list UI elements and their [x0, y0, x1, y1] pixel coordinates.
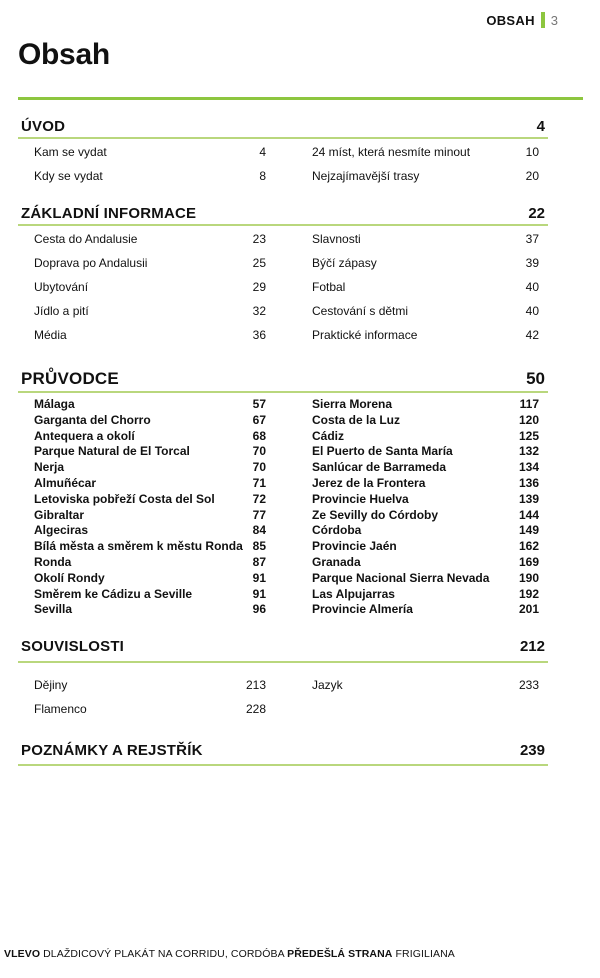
- toc-entry: [312, 140, 539, 164]
- toc-columns: [34, 397, 539, 618]
- toc-entry-label: Las Alpujarras: [312, 586, 395, 601]
- toc-entry-page: 42: [525, 328, 539, 342]
- toc-entry-label: Ubytování: [34, 280, 89, 294]
- toc-entry-page: 70: [252, 444, 266, 459]
- running-head-bar: [541, 12, 545, 28]
- toc-entry: [34, 429, 266, 445]
- caption-prev-label: PŘEDEŠLÁ STRANA: [287, 948, 393, 960]
- section-title: ÚVOD: [21, 118, 66, 135]
- section-header: [18, 118, 548, 139]
- toc-entry-label: Antequera a okolí: [34, 428, 135, 443]
- toc-entry: [34, 460, 266, 476]
- toc-entry-label: Córdoba: [312, 523, 362, 538]
- toc-entry-page: 162: [518, 539, 539, 554]
- toc-entry-label: Cesta do Andalusie: [34, 232, 138, 246]
- toc-entry-page: 67: [252, 412, 266, 427]
- toc-entry-label: Směrem ke Cádizu a Seville: [34, 586, 193, 601]
- toc-entry-page: 85: [252, 539, 266, 554]
- toc-entry-page: 40: [525, 280, 539, 294]
- toc-entry-label: Gibraltar: [34, 507, 85, 522]
- toc-right-column: [312, 227, 539, 347]
- toc-entry-page: 144: [518, 507, 539, 522]
- toc-entry-label: Ze Sevilly do Córdoby: [312, 507, 439, 522]
- toc-entry-label: Nejzajímavější trasy: [312, 169, 420, 183]
- toc-entry: [34, 275, 266, 299]
- caption-prev-text: FRIGILIANA: [395, 948, 455, 960]
- section-header: [18, 369, 548, 393]
- toc-entry-label: Jazyk: [312, 678, 343, 692]
- toc-entry: [34, 323, 266, 347]
- toc-entry: [34, 602, 266, 618]
- toc-entry: [34, 251, 266, 275]
- section-header: [18, 742, 548, 766]
- section-poznamky-a-rejstrik: [18, 742, 548, 766]
- title-rule: [18, 97, 583, 100]
- toc-entry-label: Dějiny: [34, 678, 68, 692]
- toc-entry: [312, 299, 539, 323]
- toc-entry-label: Parque Nacional Sierra Nevada: [312, 570, 490, 585]
- toc-entry: [34, 492, 266, 508]
- toc-entry-label: Sanlúcar de Barrameda: [312, 460, 447, 475]
- toc-entry-page: 10: [525, 145, 539, 159]
- toc-entry-page: 23: [252, 232, 266, 246]
- toc-entry-page: 149: [518, 523, 539, 538]
- toc-entry: [312, 323, 539, 347]
- toc-entry-label: Nerja: [34, 460, 65, 475]
- toc-left-column: [34, 673, 266, 721]
- toc-entry-page: 190: [518, 570, 539, 585]
- section-header: [18, 205, 548, 226]
- toc-entry: [34, 299, 266, 323]
- toc-entry-label: Garganta del Chorro: [34, 412, 151, 427]
- section-title: SOUVISLOSTI: [21, 638, 125, 655]
- toc-entry-page: 39: [525, 256, 539, 270]
- toc-entry: [312, 460, 539, 476]
- toc-entry: [312, 523, 539, 539]
- section-souvislosti: [18, 638, 548, 721]
- toc-entry-label: Sevilla: [34, 602, 73, 617]
- toc-entry: [34, 555, 266, 571]
- toc-entry: [34, 413, 266, 429]
- toc-entry-label: Sierra Morena: [312, 397, 393, 411]
- toc-entry-page: 87: [252, 554, 266, 569]
- section-title: ZÁKLADNÍ INFORMACE: [21, 205, 197, 222]
- toc-entry-page: 4: [259, 145, 266, 159]
- toc-right-column: [312, 397, 539, 618]
- toc-entry-page: 117: [519, 397, 539, 411]
- toc-entry-page: 192: [518, 586, 539, 601]
- toc-entry-page: 8: [259, 169, 266, 183]
- toc-entry-label: Costa de la Luz: [312, 412, 401, 427]
- toc-entry-label: Kam se vydat: [34, 145, 107, 159]
- section-page: 50: [526, 369, 545, 388]
- toc-left-column: [34, 140, 266, 188]
- toc-entry-page: 29: [252, 280, 266, 294]
- section-uvod: [18, 118, 548, 188]
- toc-entry-label: Býčí zápasy: [312, 256, 377, 270]
- toc-entry: [34, 164, 266, 188]
- toc-entry-page: 132: [518, 444, 539, 459]
- toc-entry-page: 213: [245, 678, 266, 692]
- toc-entry-label: Parque Natural de El Torcal: [34, 444, 190, 459]
- toc-entry-page: 233: [518, 678, 539, 692]
- photo-caption: [4, 948, 455, 960]
- toc-entry: [34, 697, 266, 721]
- toc-entry-page: 84: [252, 523, 266, 538]
- toc-entry: [34, 397, 266, 413]
- toc-entry: [34, 539, 266, 555]
- toc-entry-label: Cestování s dětmi: [312, 304, 409, 318]
- toc-entry-page: 20: [525, 169, 539, 183]
- toc-entry-label: Praktické informace: [312, 328, 418, 342]
- toc-entry-page: 32: [252, 304, 266, 318]
- toc-entry: [34, 508, 266, 524]
- toc-columns: [34, 140, 539, 188]
- toc-left-column: [34, 227, 266, 347]
- toc-entry-page: 71: [252, 475, 266, 490]
- page-number: 3: [550, 12, 558, 28]
- toc-columns: [34, 227, 539, 347]
- toc-entry-page: 77: [252, 507, 266, 522]
- toc-entry-page: 25: [252, 256, 266, 270]
- toc-entry-label: Okolí Rondy: [34, 570, 105, 585]
- toc-entry-label: 24 míst, která nesmíte minout: [312, 145, 471, 159]
- toc-entry: [312, 413, 539, 429]
- toc-entry-label: Provincie Almería: [312, 602, 413, 617]
- section-title: POZNÁMKY A REJSTŘÍK: [21, 742, 203, 759]
- toc-entry: [312, 444, 539, 460]
- toc-entry-page: 228: [245, 702, 266, 716]
- toc-entry-label: Letoviska pobřeží Costa del Sol: [34, 491, 215, 506]
- toc-entry-page: 139: [518, 491, 539, 506]
- toc-entry-page: 136: [518, 475, 539, 490]
- toc-entry-page: 120: [518, 412, 539, 427]
- toc-entry-label: Doprava po Andalusii: [34, 256, 148, 270]
- toc-entry-page: 68: [252, 428, 266, 443]
- toc-entry: [312, 275, 539, 299]
- toc-entry-label: Algeciras: [34, 523, 89, 538]
- toc-entry-label: Jerez de la Frontera: [312, 475, 426, 490]
- caption-left-text: DLAŽDICOVÝ PLAKÁT NA CORRIDU, CORDÓBA: [43, 948, 285, 960]
- section-page: 22: [528, 205, 545, 222]
- toc-entry: [34, 140, 266, 164]
- toc-entry-page: 169: [518, 554, 539, 569]
- toc-entry: [312, 555, 539, 571]
- section-page: 212: [519, 638, 545, 655]
- toc-entry: [312, 476, 539, 492]
- toc-entry: [34, 227, 266, 251]
- toc-entry: [312, 587, 539, 603]
- toc-entry-label: Média: [34, 328, 67, 342]
- toc-entry: [34, 673, 266, 697]
- running-head-label: OBSAH: [486, 12, 535, 28]
- toc-entry: [312, 508, 539, 524]
- toc-entry-page: 37: [525, 232, 539, 246]
- toc-entry-label: Fotbal: [312, 280, 346, 294]
- toc-entry-label: Bílá města a směrem k městu Ronda: [34, 539, 243, 554]
- toc-entry: [34, 476, 266, 492]
- toc-entry: [312, 602, 539, 618]
- toc-entry: [312, 492, 539, 508]
- page-title: Obsah: [18, 38, 110, 71]
- toc-entry-page: 134: [518, 460, 539, 475]
- toc-entry-label: Granada: [312, 554, 361, 569]
- toc-entry: [312, 673, 539, 697]
- toc-entry-page: 91: [252, 570, 266, 585]
- toc-entry: [34, 571, 266, 587]
- toc-columns: [34, 673, 539, 721]
- toc-entry-label: Ronda: [34, 554, 72, 569]
- toc-right-column: [312, 140, 539, 188]
- section-header: [18, 638, 548, 663]
- toc-entry-page: 57: [252, 397, 266, 411]
- toc-right-column: [312, 673, 539, 721]
- toc-entry-page: 36: [252, 328, 266, 342]
- toc-entry-page: 201: [518, 602, 539, 617]
- toc-entry-page: 125: [518, 428, 539, 443]
- toc-entry: [312, 429, 539, 445]
- toc-entry-label: Flamenco: [34, 702, 87, 716]
- toc-entry-label: Kdy se vydat: [34, 169, 103, 183]
- section-page: 239: [519, 742, 545, 759]
- toc-entry-label: Cádiz: [312, 428, 345, 443]
- toc-entry-label: Slavnosti: [312, 232, 361, 246]
- section-zakladni-informace: [18, 205, 548, 347]
- toc-entry: [312, 539, 539, 555]
- toc-entry-page: 70: [252, 460, 266, 475]
- toc-entry-page: 91: [252, 586, 266, 601]
- section-pruvodce: [18, 369, 548, 618]
- toc-entry: [34, 587, 266, 603]
- toc-entry-label: El Puerto de Santa María: [312, 444, 453, 459]
- toc-entry: [312, 227, 539, 251]
- toc-entry-page: 96: [252, 602, 266, 617]
- caption-left-label: VLEVO: [4, 948, 41, 960]
- toc-entry-label: Almuñécar: [34, 475, 97, 490]
- toc-entry-label: Provincie Huelva: [312, 491, 409, 506]
- toc-entry-page: 72: [252, 491, 266, 506]
- toc-entry-label: Jídlo a pití: [34, 304, 89, 318]
- toc-left-column: [34, 397, 266, 618]
- toc-entry: [312, 571, 539, 587]
- section-page: 4: [536, 118, 545, 135]
- toc-entry: [34, 444, 266, 460]
- toc-entry: [34, 523, 266, 539]
- section-title: PRŮVODCE: [21, 369, 119, 388]
- toc-entry: [312, 164, 539, 188]
- toc-entry-label: Málaga: [34, 397, 75, 411]
- toc-entry: [312, 251, 539, 275]
- toc-entry-label: Provincie Jaén: [312, 539, 397, 554]
- running-head: [486, 12, 558, 28]
- toc-entry-page: 40: [525, 304, 539, 318]
- toc-entry: [312, 397, 539, 413]
